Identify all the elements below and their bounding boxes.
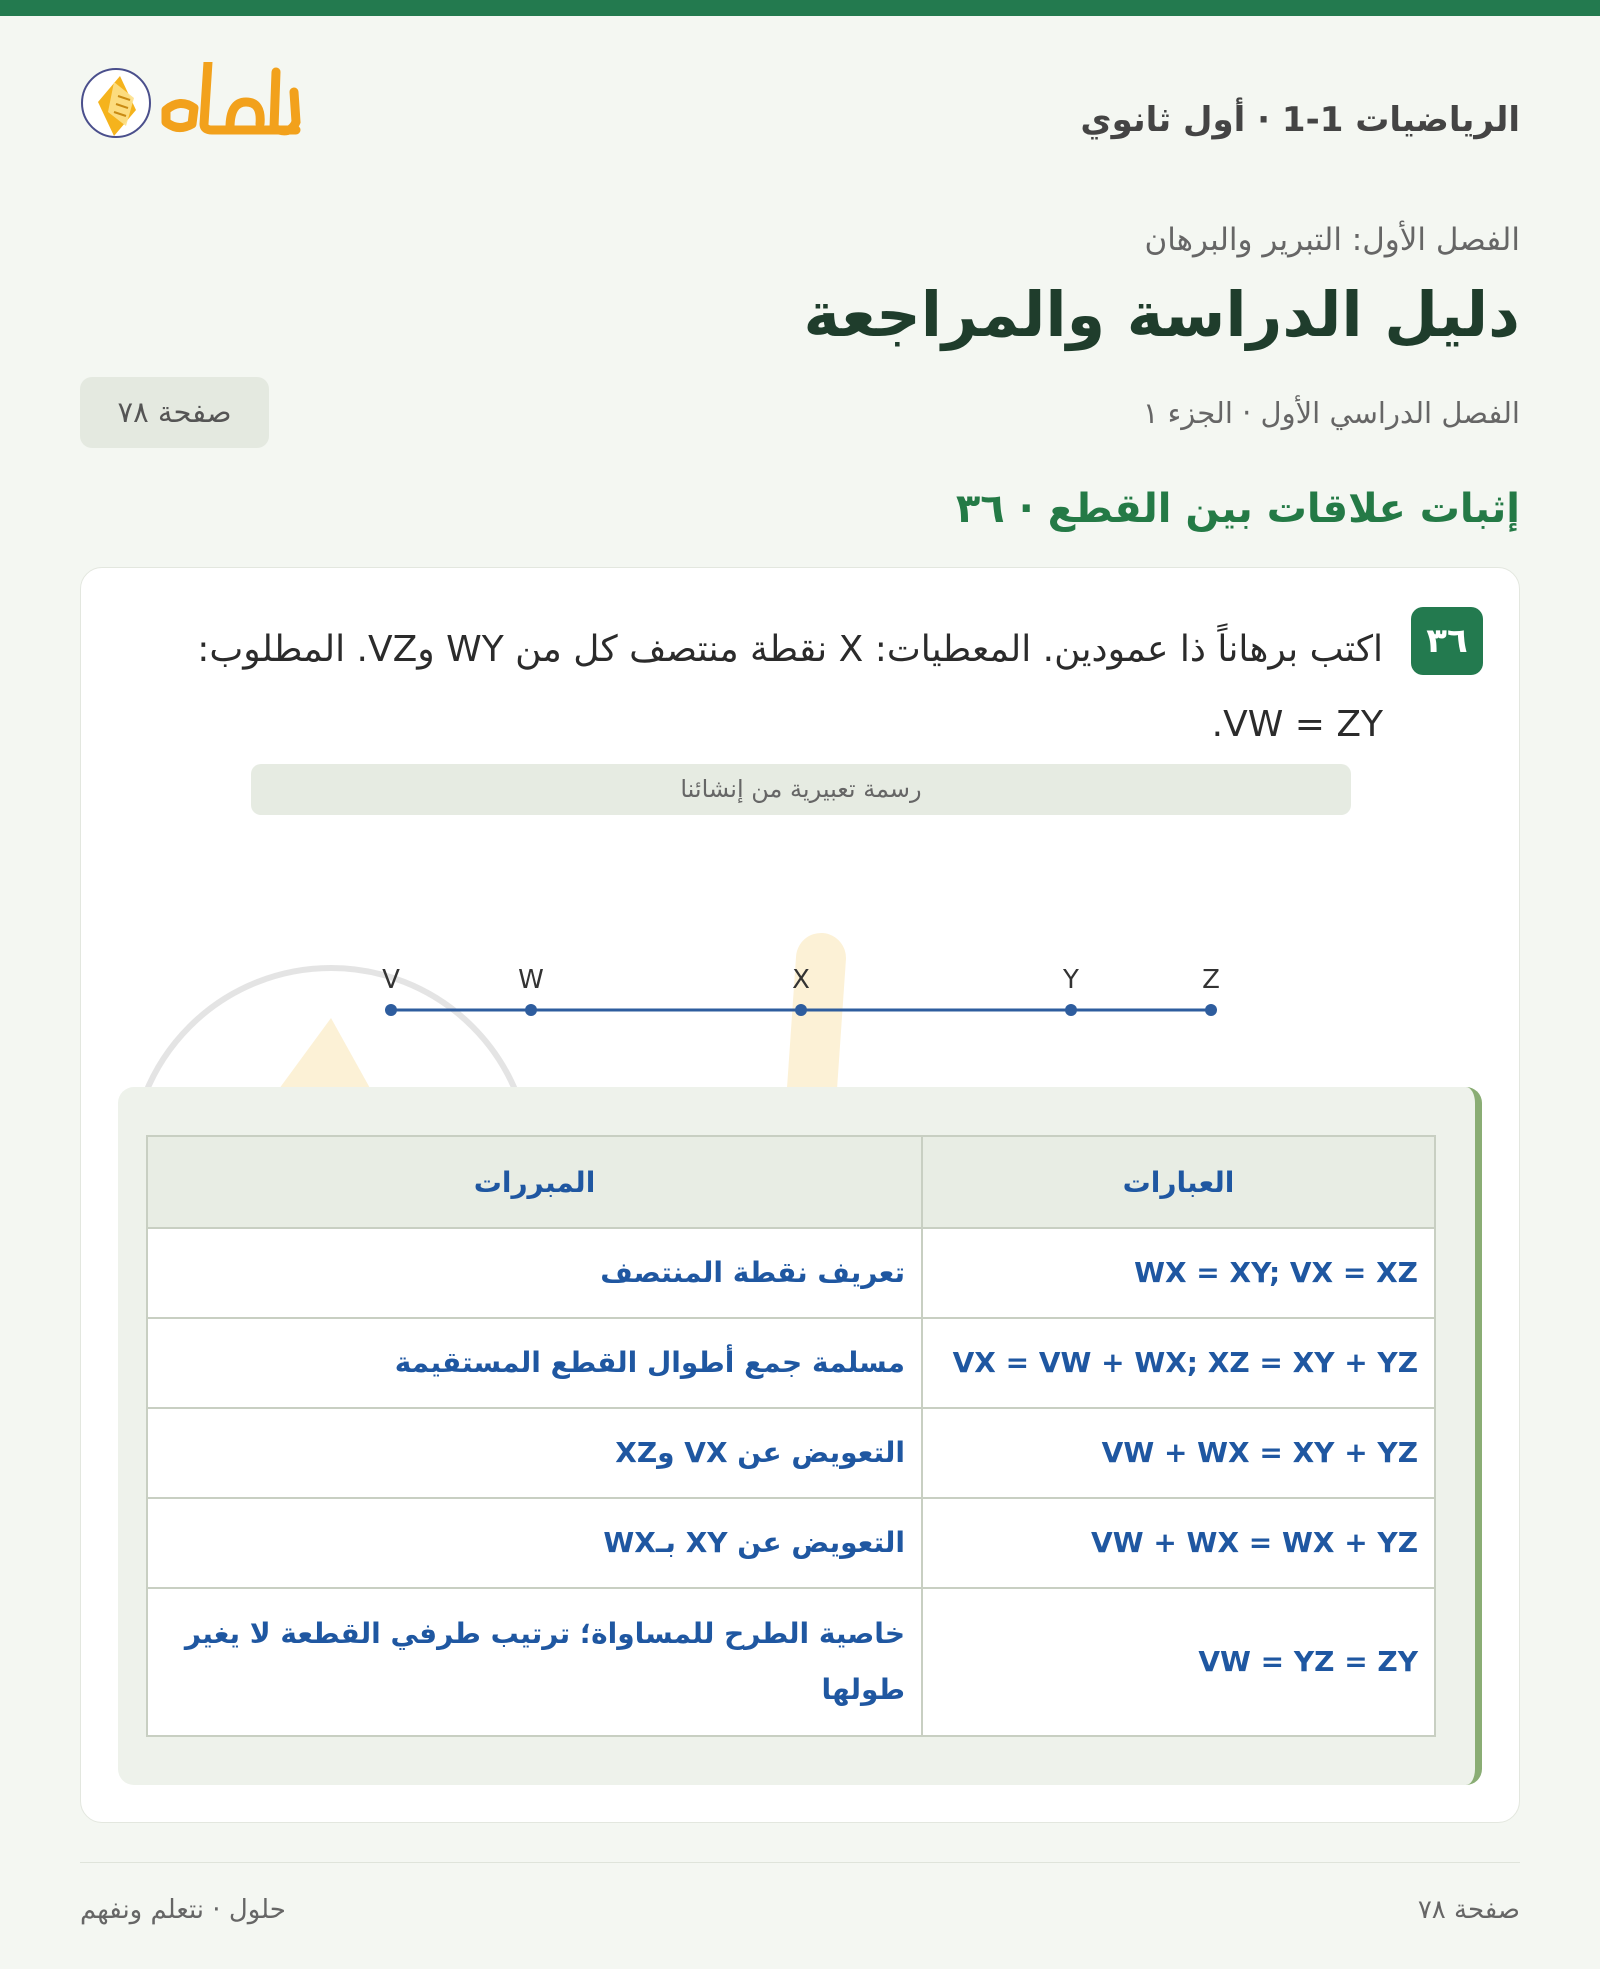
reason-cell: التعويض عن XY بـWX — [147, 1498, 922, 1588]
footer-page-number: صفحة ٧٨ — [1417, 1895, 1520, 1925]
statement-cell: VW = YZ = ZY — [922, 1588, 1435, 1736]
point-x — [795, 1004, 807, 1016]
page-header — [80, 62, 1520, 182]
subject-label: الرياضيات 1-1 · أول ثانوي — [1080, 100, 1520, 140]
diagram-note: رسمة تعبيرية من إنشائنا — [251, 764, 1351, 815]
chapter-label: الفصل الأول: التبرير والبرهان — [1144, 222, 1520, 258]
proof-panel — [118, 1087, 1482, 1785]
statement-cell: WX = XY; VX = XZ — [922, 1228, 1435, 1318]
top-accent-bar — [0, 0, 1600, 16]
reasons-header: المبررات — [147, 1136, 922, 1228]
footer-divider — [80, 1862, 1520, 1863]
statement-cell: VW + WX = WX + YZ — [922, 1498, 1435, 1588]
reason-cell: مسلمة جمع أطوال القطع المستقيمة — [147, 1318, 922, 1408]
point-z — [1205, 1004, 1217, 1016]
table-row — [147, 1408, 1435, 1498]
table-row — [147, 1318, 1435, 1408]
question-number-badge: ٣٦ — [1411, 607, 1483, 675]
question-card — [80, 567, 1520, 1823]
proof-table — [146, 1135, 1436, 1737]
table-row — [147, 1228, 1435, 1318]
question-text: اكتب برهاناً ذا عمودين. المعطيات: X نقطة منتصف كل من WY وVZ. المطلوب: VW = ZY. — [197, 629, 1383, 745]
statement-cell: VW + WX = XY + YZ — [922, 1408, 1435, 1498]
point-w — [525, 1004, 537, 1016]
semester-label: الفصل الدراسي الأول · الجزء ١ — [1142, 396, 1520, 430]
statement-cell: VX = VW + WX; XZ = XY + YZ — [922, 1318, 1435, 1408]
statements-header: العبارات — [922, 1136, 1435, 1228]
point-label-z: Z — [1202, 965, 1220, 995]
point-label-x: X — [792, 965, 810, 995]
reason-cell: التعويض عن VX وXZ — [147, 1408, 922, 1498]
point-y — [1065, 1004, 1077, 1016]
table-row — [147, 1498, 1435, 1588]
segment-diagram — [81, 818, 1520, 1038]
proof-header-row — [147, 1136, 1435, 1228]
point-label-y: Y — [1063, 965, 1079, 995]
point-label-v: V — [382, 965, 400, 995]
logo-icon — [80, 62, 360, 182]
point-v — [385, 1004, 397, 1016]
point-label-w: W — [518, 965, 544, 995]
reason-cell: تعريف نقطة المنتصف — [147, 1228, 922, 1318]
hulul-logo[interactable] — [80, 62, 360, 182]
page-title: دليل الدراسة والمراجعة — [803, 278, 1520, 351]
footer-brand: حلول · نتعلم ونفهم — [80, 1895, 286, 1925]
reason-cell: خاصية الطرح للمساواة؛ ترتيب طرفي القطعة لا يغير طولها — [147, 1588, 922, 1736]
page-number-badge: صفحة ٧٨ — [80, 377, 269, 448]
section-title: إثبات علاقات بين القطع · ٣٦ — [955, 486, 1520, 532]
table-row — [147, 1588, 1435, 1736]
